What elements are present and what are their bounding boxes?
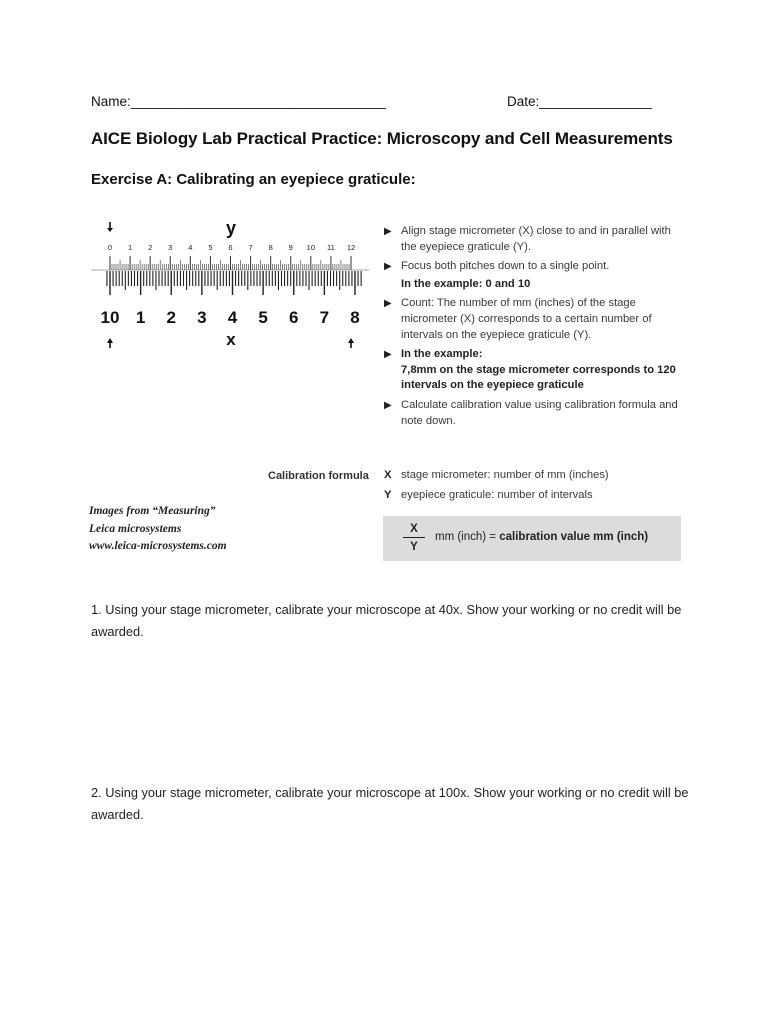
top-align-arrow <box>107 222 113 232</box>
fraction-denominator: Y <box>410 541 418 554</box>
top-tick-label: 10 <box>306 243 316 252</box>
step-text: Count: The number of mm (inches) of the stage micrometer (X) corresponds to a certain number of intervals on the eyepiece graticule (Y). <box>401 297 652 341</box>
question-2: 2. Using your stage micrometer, calibrate your microscope at 100x. Show your working or no credit will be awarded. <box>91 785 689 822</box>
play-arrow-icon: ▶ <box>384 399 392 411</box>
legend-key: X <box>384 469 392 481</box>
formula-legend <box>384 468 609 508</box>
step-text: Calculate calibration value using calibration formula and note down. <box>401 398 678 427</box>
bottom-align-arrow-right <box>348 338 354 348</box>
top-tick-label: 7 <box>248 243 253 252</box>
step-item <box>384 347 684 394</box>
legend-text: eyepiece graticule: number of intervals <box>401 489 593 501</box>
credit-line: Leica microsystems <box>89 522 182 535</box>
top-tick-label: 6 <box>228 243 233 252</box>
formula-result: calibration value mm (inch) <box>499 531 649 543</box>
credit-line: Images from “Measuring” <box>89 505 216 517</box>
step-text: In the example: 0 and 10 <box>401 277 531 290</box>
legend-text: stage micrometer: number of mm (inches) <box>401 469 609 481</box>
bottom-tick-label: 5 <box>258 308 268 327</box>
question-1: 1. Using your stage micrometer, calibrate your microscope at 40x. Show your working or no credit will be awarded. <box>91 602 682 639</box>
play-arrow-icon: ▶ <box>384 261 392 273</box>
bottom-align-arrow-left <box>107 338 113 348</box>
step-example-detail: 7,8mm on the stage micrometer corresponds to 120 intervals on the eyepiece graticule <box>401 363 676 392</box>
header-row <box>91 94 691 114</box>
fraction-numerator: X <box>410 523 418 535</box>
step-text: Align stage micrometer (X) close to and in parallel with the eyepiece graticule (Y). <box>401 225 671 253</box>
bottom-tick-label: 8 <box>350 308 360 327</box>
exercise-heading: Exercise A: Calibrating an eyepiece graticule: <box>91 171 416 188</box>
top-tick-label: 8 <box>268 243 273 252</box>
legend-row <box>384 468 609 488</box>
formula-fraction <box>403 522 425 554</box>
legend-row <box>384 488 609 508</box>
bottom-tick-label: 7 <box>319 308 330 327</box>
date-field: Date:_______________ <box>507 94 652 109</box>
ruler-diagram <box>91 218 369 353</box>
calibration-formula-label: Calibration formula <box>268 470 369 482</box>
legend-key: Y <box>384 489 392 501</box>
bottom-tick-label: 3 <box>197 308 207 327</box>
credit-line: www.leica-microsystems.com <box>89 540 227 552</box>
top-tick-label: 2 <box>148 243 153 252</box>
top-tick-label: 9 <box>288 243 293 252</box>
bottom-tick-label: 6 <box>289 308 299 327</box>
step-text: In the example: <box>401 348 483 361</box>
graticule-figure <box>91 218 369 353</box>
top-tick-label: 3 <box>168 243 173 252</box>
image-credit <box>89 503 227 556</box>
top-tick-label: 4 <box>188 243 193 252</box>
play-arrow-icon: ▶ <box>384 226 392 237</box>
x-scale-label: x <box>226 330 236 349</box>
step-item <box>384 259 684 275</box>
step-item <box>384 224 684 255</box>
formula-text <box>435 531 648 543</box>
document-title: AICE Biology Lab Practical Practice: Microscopy and Cell Measurements <box>91 129 673 148</box>
top-tick-label: 5 <box>208 243 213 252</box>
formula-box <box>383 516 681 561</box>
step-text: Focus both pitches down to a single point. <box>401 260 610 273</box>
play-arrow-icon: ▶ <box>384 349 392 361</box>
calibration-steps <box>384 224 684 433</box>
play-arrow-icon: ▶ <box>384 298 392 310</box>
fraction-bar <box>403 537 425 538</box>
top-tick-label: 11 <box>327 243 335 252</box>
step-item <box>384 398 684 429</box>
bottom-tick-label: 1 <box>135 308 146 327</box>
top-tick-label: 0 <box>107 243 113 252</box>
example-line <box>384 277 684 293</box>
bottom-tick-label: 2 <box>166 308 176 327</box>
name-field: Name:__________________________________ <box>91 94 387 109</box>
formula-unit: mm (inch) = <box>435 531 497 543</box>
top-tick-label: 12 <box>346 243 356 252</box>
step-item <box>384 296 684 343</box>
top-tick-label: 1 <box>127 243 133 252</box>
bottom-tick-label: 4 <box>227 308 238 327</box>
bottom-tick-label: 10 <box>100 308 120 327</box>
y-scale-label: y <box>225 218 237 238</box>
